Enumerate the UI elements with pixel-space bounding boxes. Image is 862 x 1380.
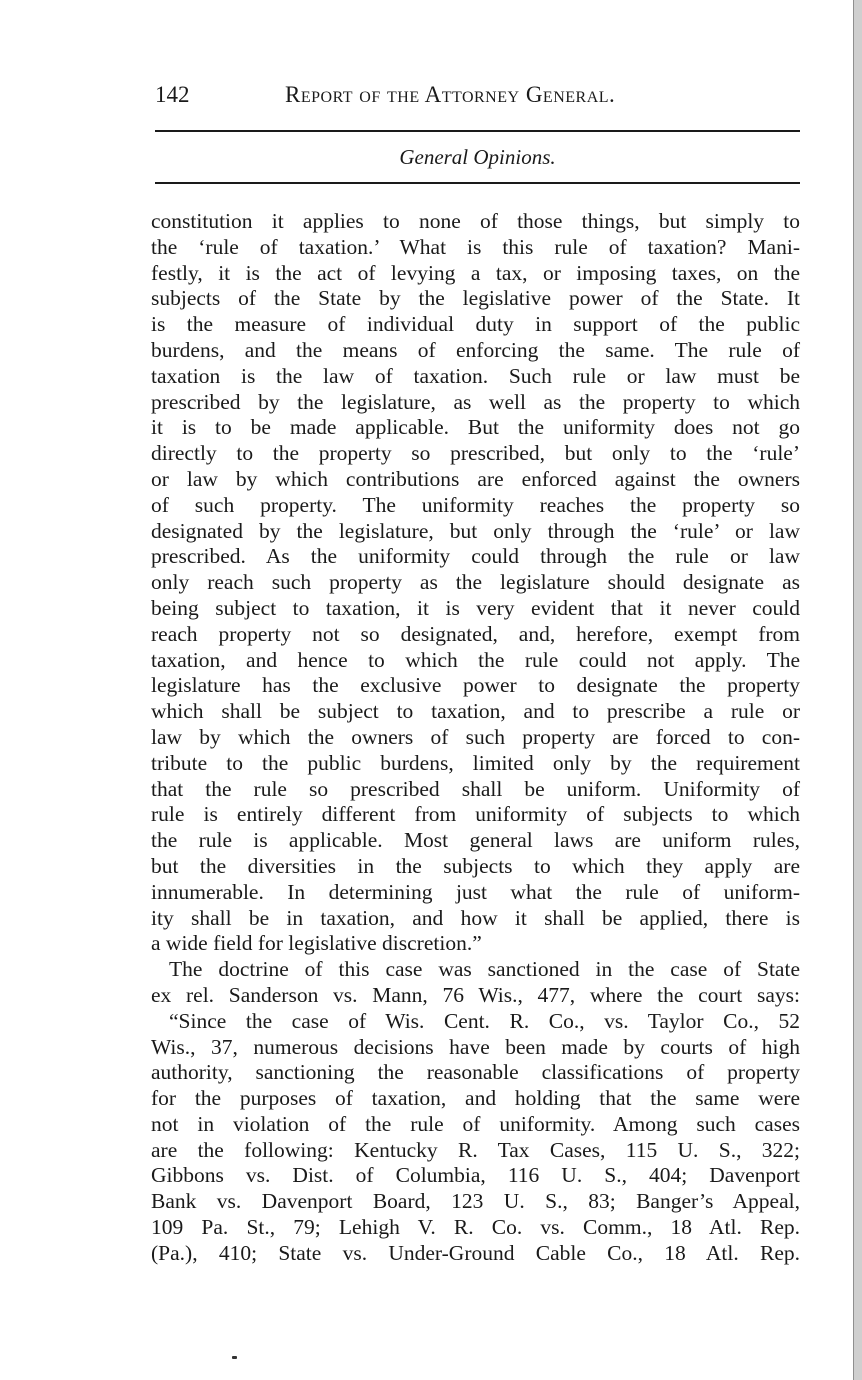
text-line-34: authority, sanctioning the reasonable classifications of property xyxy=(151,1060,800,1085)
text-line-41: (Pa.), 410; State vs. Under-Ground Cable Co., 18 Atl. Rep. xyxy=(151,1240,800,1265)
text-line-1: constitution it applies to none of those things, but simply to xyxy=(151,209,800,233)
text-line-10: directly to the property so prescribed, but only to the ‘rule’ xyxy=(151,441,800,466)
text-line-28: ity shall be in taxation, and how it shall be applied, there is xyxy=(151,905,800,930)
text-line-26: but the diversities in the subjects to which they apply are xyxy=(151,853,800,878)
text-line-22: tribute to the public burdens, limited only by the requirement xyxy=(151,750,800,775)
text-line-31: ex rel. Sanderson vs. Mann, 76 Wis., 477, where the court says: xyxy=(151,982,800,1007)
text-line-13: designated by the legislature, but only through the ‘rule’ or law xyxy=(151,518,800,543)
section-heading: General Opinions. xyxy=(399,145,556,169)
page-header xyxy=(155,80,800,110)
text-line-14: prescribed. As the uniformity could through the rule or law xyxy=(151,544,800,569)
header-rule-bottom xyxy=(155,182,800,184)
text-line-36: not in violation of the rule of uniformity. Among such cases xyxy=(151,1111,800,1136)
text-line-24: rule is entirely different from uniformity of subjects to which xyxy=(151,802,800,827)
text-line-16: being subject to taxation, it is very evident that it never could xyxy=(151,595,800,620)
body-text xyxy=(151,209,800,1267)
text-line-4: subjects of the State by the legislative power of the State. It xyxy=(151,286,800,311)
text-line-29: a wide field for legislative discretion.” xyxy=(151,931,482,956)
text-line-25: the rule is applicable. Most general laws are uniform rules, xyxy=(151,828,800,853)
text-line-20: which shall be subject to taxation, and to prescribe a rule or xyxy=(151,699,800,724)
text-line-12: of such property. The uniformity reaches the property so xyxy=(151,492,800,517)
text-line-3: festly, it is the act of levying a tax, or imposing taxes, on the xyxy=(151,260,800,285)
text-line-40: 109 Pa. St., 79; Lehigh V. R. Co. vs. Comm., 18 Atl. Rep. xyxy=(151,1215,800,1240)
text-line-17: reach property not so designated, and, herefore, exempt from xyxy=(151,621,800,646)
text-line-18: taxation, and hence to which the rule could not apply. The xyxy=(151,647,800,672)
text-line-11: or law by which contributions are enforced against the owners xyxy=(151,466,800,491)
text-line-23: that the rule so prescribed shall be uniform. Uniformity of xyxy=(151,776,800,801)
text-line-5: is the measure of individual duty in support of the public xyxy=(151,312,800,337)
header-rule-top xyxy=(155,130,800,132)
text-line-21: law by which the owners of such property are forced to con- xyxy=(151,724,800,749)
text-line-37: are the following: Kentucky R. Tax Cases, 115 U. S., 322; xyxy=(151,1137,800,1162)
text-line-9: it is to be made applicable. But the uniformity does not go xyxy=(151,415,800,440)
text-line-33: Wis., 37, numerous decisions have been made by courts of high xyxy=(151,1034,800,1059)
page-number: 142 xyxy=(155,82,190,107)
running-head: Report of the Attorney General. xyxy=(285,82,616,107)
text-line-32: “Since the case of Wis. Cent. R. Co., vs. Taylor Co., 52 xyxy=(169,1008,800,1033)
ink-speck xyxy=(232,1356,237,1359)
page-edge-shadow xyxy=(853,0,862,1380)
text-line-15: only reach such property as the legislature should designate as xyxy=(151,570,800,595)
text-line-19: legislature has the exclusive power to designate the property xyxy=(151,673,800,698)
text-line-7: taxation is the law of taxation. Such rule or law must be xyxy=(151,363,800,388)
text-line-6: burdens, and the means of enforcing the same. The rule of xyxy=(151,337,800,362)
text-line-35: for the purposes of taxation, and holding that the same were xyxy=(151,1086,800,1111)
text-line-27: innumerable. In determining just what the rule of uniform- xyxy=(151,879,800,904)
text-line-38: Gibbons vs. Dist. of Columbia, 116 U. S., 404; Davenport xyxy=(151,1163,800,1188)
text-line-2: the ‘rule of taxation.’ What is this rule of taxation? Mani- xyxy=(151,234,800,259)
text-line-39: Bank vs. Davenport Board, 123 U. S., 83; Banger’s Appeal, xyxy=(151,1189,800,1214)
text-line-8: prescribed by the legislature, as well as the property to which xyxy=(151,389,800,414)
text-line-30: The doctrine of this case was sanctioned in the case of State xyxy=(169,957,800,982)
